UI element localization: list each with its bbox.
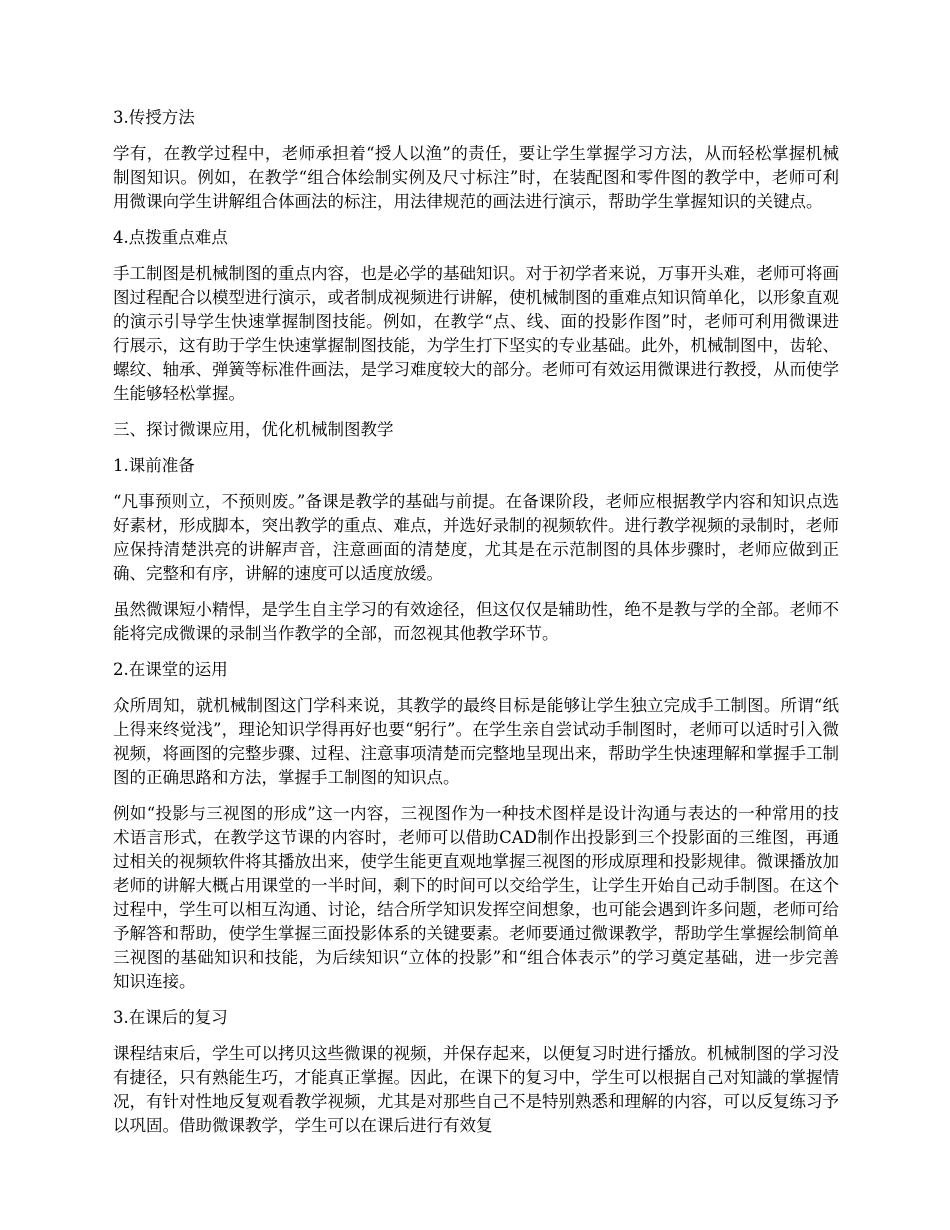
section-heading-teaching-methods: 3.传授方法: [113, 108, 195, 127]
section-heading-key-points: 4.点拨重点难点: [113, 228, 228, 247]
paragraph-microlecture-limits: 虽然微课短小精悍，是学生自主学习的有效途径，但这仅仅是辅助性，绝不是教与学的全部。老师不能将完成微课的录制当作教学的全部，而忽视其他教学环节。: [113, 600, 839, 643]
section-heading-classroom-use: 2.在课堂的运用: [113, 660, 228, 679]
paragraph-classroom-use: 众所周知，就机械制图这门学科来说，其教学的最终目标是能够让学生独立完成手工制图。所谓“纸上得来终觉浅”，理论知识学得再好也要“躬行”。在学生亲自尝试动手制图时，老师可以适时引入微视频，将画图的完整步骤、过程、注意事项清楚而完整地呈现出来，帮助学生快速理解和掌握手工制图的正确思路和方法，掌握手工制图的知识点。: [113, 696, 839, 787]
paragraph-preparation: “凡事预则立，不预则废。”备课是教学的基础与前提。在备课阶段，老师应根据教学内容和知识点选好素材，形成脚本，突出教学的重点、难点，并选好录制的视频软件。进行教学视频的录制时，老师应保持清楚洪亮的讲解声音，注意画面的清楚度，尤其是在示范制图的具体步骤时，老师应做到正确、完整和有序，讲解的速度可以适度放缓。: [113, 492, 839, 583]
section-heading-preparation: 1.课前准备: [113, 456, 195, 475]
section-heading-review: 3.在课后的复习: [113, 1008, 228, 1027]
paragraph-review: 课程结束后，学生可以拷贝这些微课的视频，并保存起来，以便复习时进行播放。机械制图的学习没有捷径，只有熟能生巧，才能真正掌握。因此，在课下的复习中，学生可以根据自己对知識的掌握情况，有针对性地反复观看教学视频，尤其是对那些自己不是特别熟悉和理解的内容，可以反复练习予以巩固。借助微课教学，学生可以在课后进行有效复: [113, 1044, 839, 1135]
paragraph-key-points: 手工制图是机械制图的重点内容，也是必学的基础知识。对于初学者来说，万事开头难，老师可将画图过程配合以模型进行演示，或者制成视频进行讲解，使机械制图的重难点知识简单化，以形象直观的演示引导学生快速掌握制图技能。例如，在教学“点、线、面的投影作图”时，老师可利用微课进行展示，这有助于学生快速掌握制图技能，为学生打下坚实的专业基础。此外，机械制图中，齿轮、螺纹、轴承、弹簧等标准件画法，是学习难度较大的部分。老师可有效运用微课进行教授，从而使学生能够轻松掌握。: [113, 264, 839, 403]
paragraph-teaching-methods: 学有，在教学过程中，老师承担着“授人以渔”的责任，要让学生掌握学习方法，从而轻松掌握机械制图知识。例如，在教学“组合体绘制实例及尺寸标注”时，在装配图和零件图的教学中，老师可利用微课向学生讲解组合体画法的标注，用法律规范的画法进行演示，帮助学生掌握知识的关键点。: [113, 144, 839, 211]
document-page: [113, 106, 839, 1150]
paragraph-three-views-example: 例如“投影与三视图的形成”这一内容，三视图作为一种技术图样是设计沟通与表达的一种常用的技术语言形式，在教学这节课的内容时，老师可以借助CAD制作出投影到三个投影面的三维图，再通过相关的视频软件将其播放出来，使学生能更直观地掌握三视图的形成原理和投影规律。微课播放加老师的讲解大概占用课堂的一半时间，剩下的时间可以交给学生，让学生开始自己动手制图。在这个过程中，学生可以相互沟通、讨论，结合所学知识发挥空间想象，也可能会遇到许多问题，老师可给予解答和帮助，使学生掌握三面投影体系的关键要素。老师要通过微课教学，帮助学生掌握绘制简单三视图的基础知识和技能，为后续知识“立体的投影”和“组合体表示”的学习奠定基础，进一步完善知识连接。: [113, 804, 839, 991]
section-heading-microlecture-application: 三、探讨微课应用，优化机械制图教学: [113, 420, 394, 439]
